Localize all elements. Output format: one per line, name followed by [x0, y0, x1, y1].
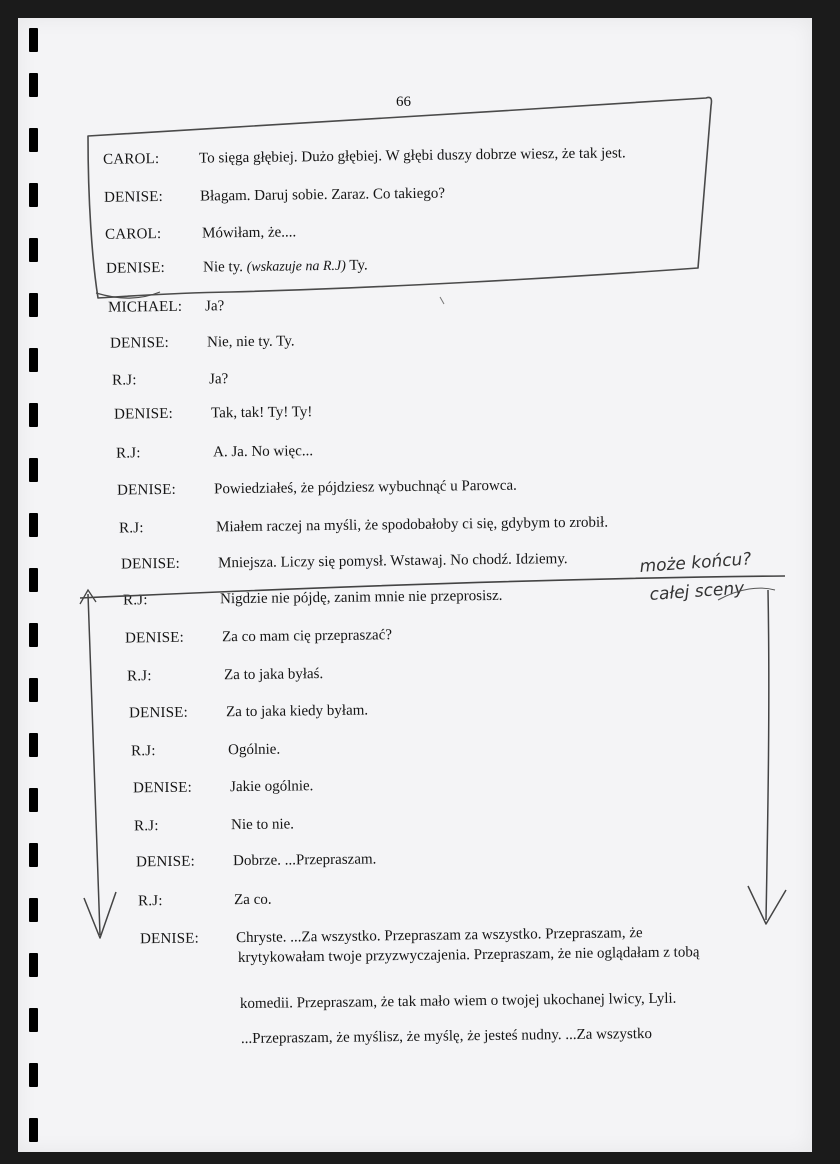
dialogue-text: Miałem raczej na myśli, że spodobałoby ci się, gdybym to zrobił.: [215, 514, 609, 536]
handwritten-note-line-1: może końcu?: [638, 549, 752, 577]
speaker-name: CAROL:: [102, 151, 160, 168]
dialogue-continuation: krytykowałam twoje przyzwyczajenia. Przepraszam, że nie oglądałam z tobą: [237, 944, 700, 966]
pencil-bracket-top: [88, 97, 711, 298]
dialogue-text: Błagam. Daruj sobie. Zaraz. Co takiego?: [199, 185, 446, 205]
speech-part: Nie ty.: [202, 258, 247, 276]
dialogue-text: Za co.: [233, 891, 272, 909]
dialogue-text: Nie, nie ty. Ty.: [206, 333, 295, 351]
dialogue-text: Nigdzie nie pójdę, zanim mnie nie przeprosisz.: [219, 587, 503, 608]
speaker-name: DENISE:: [132, 779, 193, 797]
speaker-name: DENISE:: [109, 334, 170, 352]
pencil-speck: [440, 297, 444, 304]
speaker-name: DENISE:: [128, 704, 189, 722]
stage-direction: (wskazuje na R.J): [246, 258, 346, 275]
speaker-name: R.J:: [130, 743, 156, 760]
speaker-name: R.J:: [126, 668, 152, 685]
dialogue-text: Ja?: [204, 298, 225, 315]
speaker-name: R.J:: [133, 818, 159, 835]
dialogue-text: Dobrze. ...Przepraszam.: [232, 851, 377, 870]
dialogue-text: Jakie ogólnie.: [229, 778, 314, 796]
dialogue-text: Ja?: [208, 371, 229, 388]
dialogue-text: Powiedziałeś, że pójdziesz wybuchnąć u Parowca.: [213, 477, 517, 498]
speaker-name: R.J:: [111, 372, 137, 389]
speaker-name: R.J:: [137, 893, 163, 910]
dialogue-text: A. Ja. No więc...: [212, 443, 314, 461]
speaker-name: DENISE:: [103, 189, 164, 206]
handwritten-note-line-2: całej sceny: [648, 578, 745, 605]
speaker-name: MICHAEL:: [107, 298, 183, 316]
dialogue-text: Ogólnie.: [227, 741, 281, 759]
dialogue-continuation: ...Przepraszam, że myślisz, że myślę, że jesteś nudny. ...Za wszystko: [240, 1025, 653, 1047]
dialogue-text: Za to jaka byłaś.: [223, 666, 324, 684]
speaker-name: DENISE:: [116, 481, 177, 499]
dialogue-text: Nie to nie.: [230, 816, 295, 834]
dialogue-text: To sięga głębiej. Dużo głębiej. W głębi duszy dobrze wiesz, że tak jest.: [198, 145, 626, 167]
speaker-name: DENISE:: [113, 405, 174, 423]
speaker-name: R.J:: [122, 592, 148, 609]
page-number: 66: [396, 94, 411, 110]
pencil-arrow-right-shaft: [766, 590, 769, 920]
dialogue-text: Za to jaka kiedy byłam.: [225, 702, 369, 721]
dialogue-text: Tak, tak! Ty! Ty!: [210, 404, 313, 422]
speaker-name: R.J:: [118, 520, 144, 537]
dialogue-continuation: komedii. Przepraszam, że tak mało wiem o twojej ukochanej lwicy, Lyli.: [239, 990, 677, 1012]
pencil-arrow-left-shaft: [88, 594, 100, 935]
dialogue-text: Mniejsza. Liczy się pomysł. Wstawaj. No chodź. Idziemy.: [217, 551, 568, 572]
speaker-name: DENISE:: [105, 259, 166, 277]
dialogue-text: Mówiłam, że....: [201, 224, 297, 242]
speaker-name: CAROL:: [104, 226, 162, 243]
speaker-name: DENISE:: [120, 555, 181, 573]
speaker-name: DENISE:: [135, 853, 196, 871]
dialogue-text: Chryste. ...Za wszystko. Przepraszam za wszystko. Przepraszam, że: [235, 925, 643, 947]
speaker-name: R.J:: [115, 445, 141, 462]
speaker-name: DENISE:: [139, 930, 200, 948]
dialogue-text: Za co mam cię przepraszać?: [221, 627, 393, 646]
speaker-name: DENISE:: [124, 629, 185, 647]
speech-part: Ty.: [345, 257, 368, 274]
